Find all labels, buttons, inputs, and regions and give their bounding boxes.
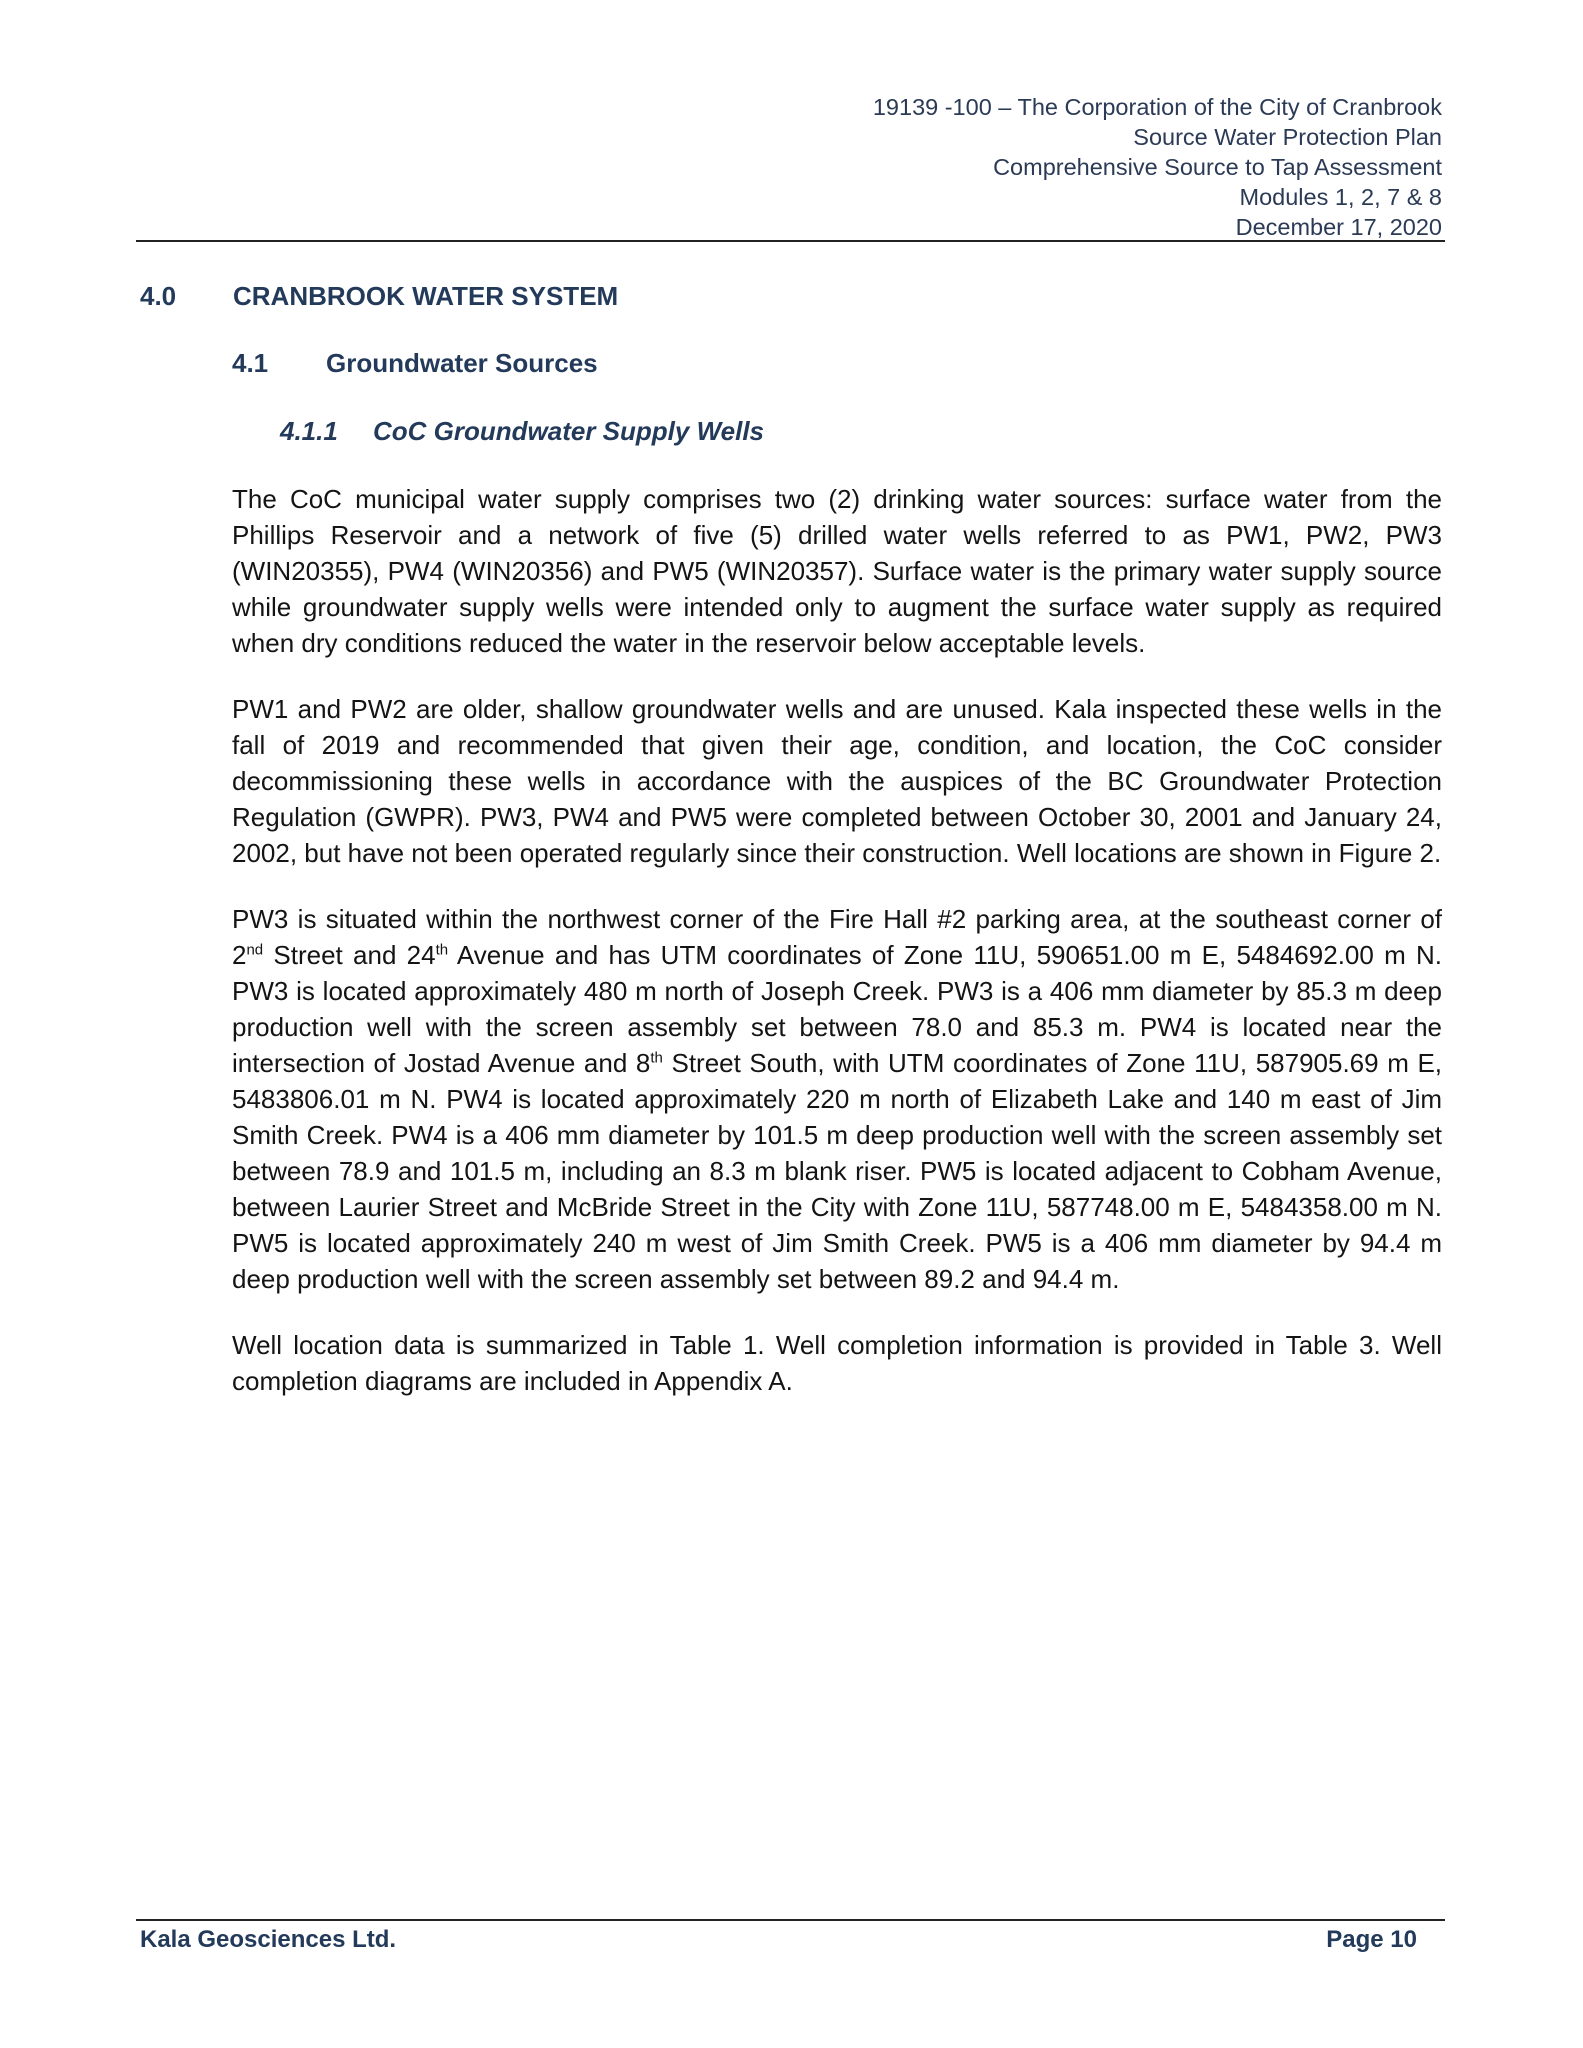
footer-rule — [136, 1919, 1445, 1921]
text-run: Well location data is summarized in Table 1. Well completion information is provided in Table 3. Well completion diagrams are included in Appendix A. — [232, 1330, 1442, 1396]
subsection-number: 4.1 — [232, 348, 269, 378]
header-modules: Modules 1, 2, 7 & 8 — [1239, 184, 1442, 210]
subsubsection-number: 4.1.1 — [280, 416, 338, 446]
header-plan: Source Water Protection Plan — [1133, 124, 1442, 150]
footer-company: Kala Geosciences Ltd. — [140, 1926, 397, 1953]
superscript: th — [435, 941, 449, 959]
paragraph — [232, 691, 1442, 871]
superscript: nd — [246, 941, 264, 959]
header-date: December 17, 2020 — [1235, 214, 1442, 240]
superscript: th — [650, 1049, 663, 1067]
page-header — [873, 92, 1442, 242]
paragraph — [232, 481, 1442, 661]
section-number: 4.0 — [140, 281, 177, 311]
header-rule — [136, 240, 1445, 242]
header-assessment: Comprehensive Source to Tap Assessment — [993, 154, 1442, 180]
paragraph — [232, 901, 1442, 1297]
paragraph — [232, 1327, 1442, 1399]
subsection-title: Groundwater Sources — [326, 348, 598, 378]
text-run: Street South, with UTM coordinates of Zone 11U, 587905.69 m E, 5483806.01 m N. PW4 is located approximately 220 m north of Elizabeth Lake and 140 m east of Jim Smith Creek. PW4 is a 406 mm diameter by 101.5 m deep production well with the screen assembly set between 78.9 and 101.5 m, including an 8.3 m blank riser. PW5 is located adjacent to Cobham Avenue, between Laurier Street and McBride Street in the City with Zone 11U, 587748.00 m E, 5484358.00 m N. PW5 is located approximately 240 m west of Jim Smith Creek. PW5 is a 406 mm diameter by 94.4 m deep production well with the screen assembly set between 89.2 and 94.4 m. — [232, 1048, 1443, 1294]
text-run: Street and 24 — [263, 940, 436, 970]
text-run: The CoC municipal water supply comprises two (2) drinking water sources: surface water from the Phillips Reservoir and a network of five (5) drilled water wells referred to as PW1, PW2, PW3 (WIN20355), PW4 (WIN20356) and PW5 (WIN20357). Surface water is the primary water supply source while groundwater supply wells were intended only to augment the surface water supply as required when dry conditions reduced the water in the reservoir below acceptable levels. — [232, 484, 1442, 658]
text-run: Avenue and has UTM coordinates of Zone 11U, 590651.00 m E, 5484692.00 m N. PW3 is located approximately 480 m north of Joseph Creek. PW3 is a 406 mm diameter by 85.3 m deep production well with the screen assembly set between 78.0 and 85.3 m. PW4 is located near the intersection of Jostad Avenue and 8 — [232, 940, 1442, 1078]
text-run: PW1 and PW2 are older, shallow groundwater wells and are unused. Kala inspected these wells in the fall of 2019 and recommended that given their age, condition, and location, the CoC consider decommissioning these wells in accordance with the auspices of the BC Groundwater Protection Regulation (GWPR). PW3, PW4 and PW5 were completed between October 30, 2001 and January 24, 2002, but have not been operated regularly since their construction. Well locations are shown in Figure 2. — [232, 694, 1442, 868]
footer-page-number: Page 10 — [1326, 1926, 1417, 1953]
subsubsection-heading — [280, 416, 764, 447]
section-heading — [140, 281, 618, 312]
subsubsection-title: CoC Groundwater Supply Wells — [373, 416, 765, 446]
subsection-heading — [232, 348, 598, 379]
body-text — [232, 481, 1442, 1429]
text-run: PW3 is situated within the northwest corner of the Fire Hall #2 parking area, at the southeast corner of 2 — [232, 904, 1442, 970]
section-title: CRANBROOK WATER SYSTEM — [233, 281, 619, 311]
header-project: 19139 -100 – The Corporation of the City of Cranbrook — [872, 94, 1442, 120]
